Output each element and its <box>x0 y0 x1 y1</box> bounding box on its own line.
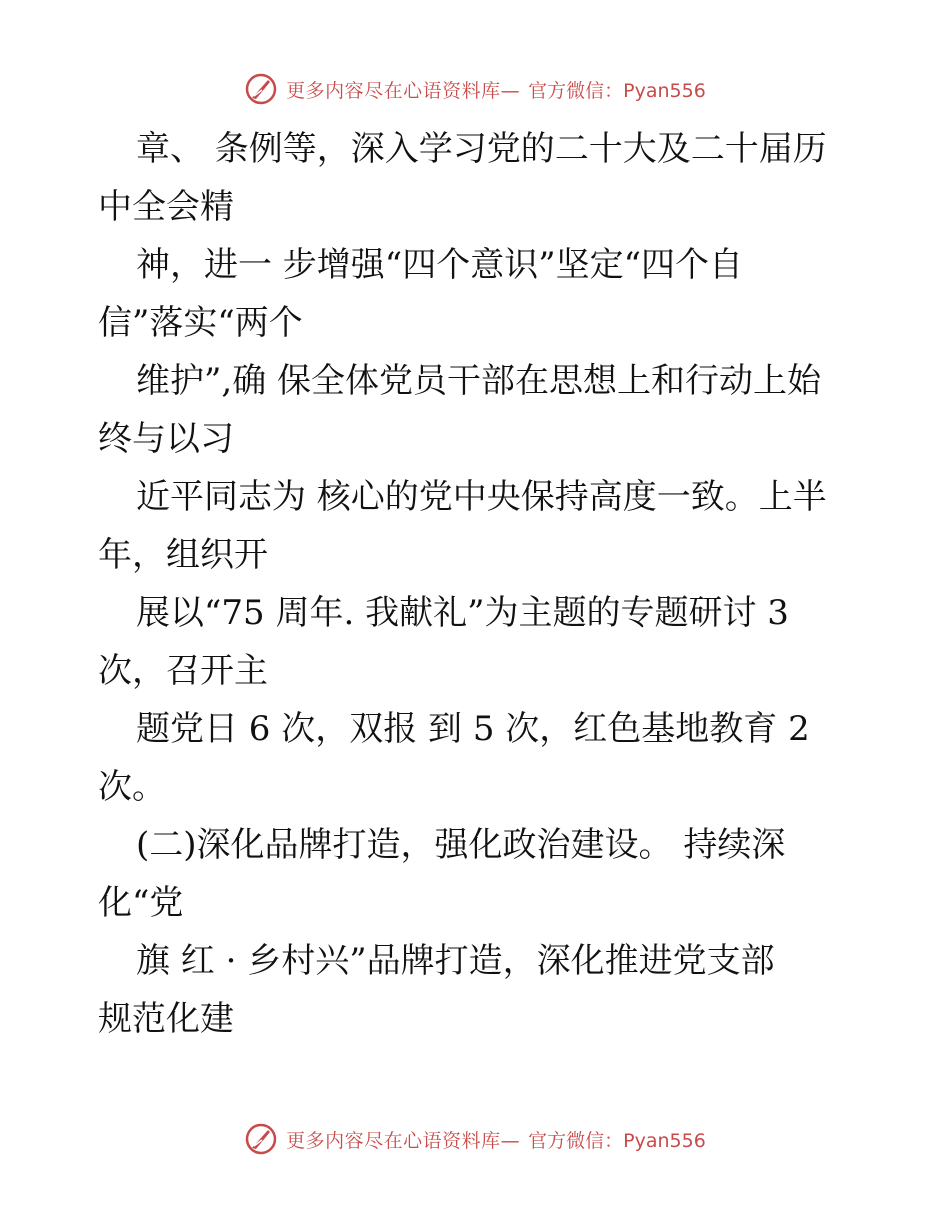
watermark-main-text: 更多内容尽在心语资料库— <box>286 79 521 102</box>
text-line: 年，组织开 <box>98 535 268 575</box>
feather-pen-logo-icon <box>244 1122 278 1156</box>
text-line: 章、 条例等，深入学习党的二十大及二十届历 <box>136 129 827 169</box>
text-line: 神，进一 步增强“四个意识”坚定“四个自 <box>136 245 743 285</box>
watermark-wechat-text: 官方微信：Pyan556 <box>528 1129 706 1152</box>
text-line: 信”落实“两个 <box>98 303 303 343</box>
text-line: 中全会精 <box>98 187 234 227</box>
text-line: 次。 <box>98 767 166 807</box>
text-line: 终与以习 <box>98 419 234 459</box>
text-line: 展以“75 周年. 我献礼”为主题的专题研讨 3 <box>136 593 789 633</box>
feather-pen-logo-icon <box>244 72 278 106</box>
header-watermark <box>0 72 950 106</box>
text-line: (二)深化品牌打造，强化政治建设。 持续深 <box>136 825 786 865</box>
text-line: 规范化建 <box>98 999 234 1039</box>
watermark-wechat-text: 官方微信：Pyan556 <box>528 79 706 102</box>
text-line: 化“党 <box>98 883 184 923</box>
body-text <box>98 120 878 1048</box>
watermark-main-text: 更多内容尽在心语资料库— <box>286 1129 521 1152</box>
footer-watermark <box>0 1122 950 1156</box>
text-line: 题党日 6 次，双报 到 5 次，红色基地教育 2 <box>136 709 810 749</box>
text-line: 次，召开主 <box>98 651 268 691</box>
text-line: 维护”,确 保全体党员干部在思想上和行动上始 <box>136 361 821 401</box>
text-line: 旗 红 · 乡村兴”品牌打造，深化推进党支部 <box>136 941 775 981</box>
text-line: 近平同志为 核心的党中央保持高度一致。上半 <box>136 477 827 517</box>
